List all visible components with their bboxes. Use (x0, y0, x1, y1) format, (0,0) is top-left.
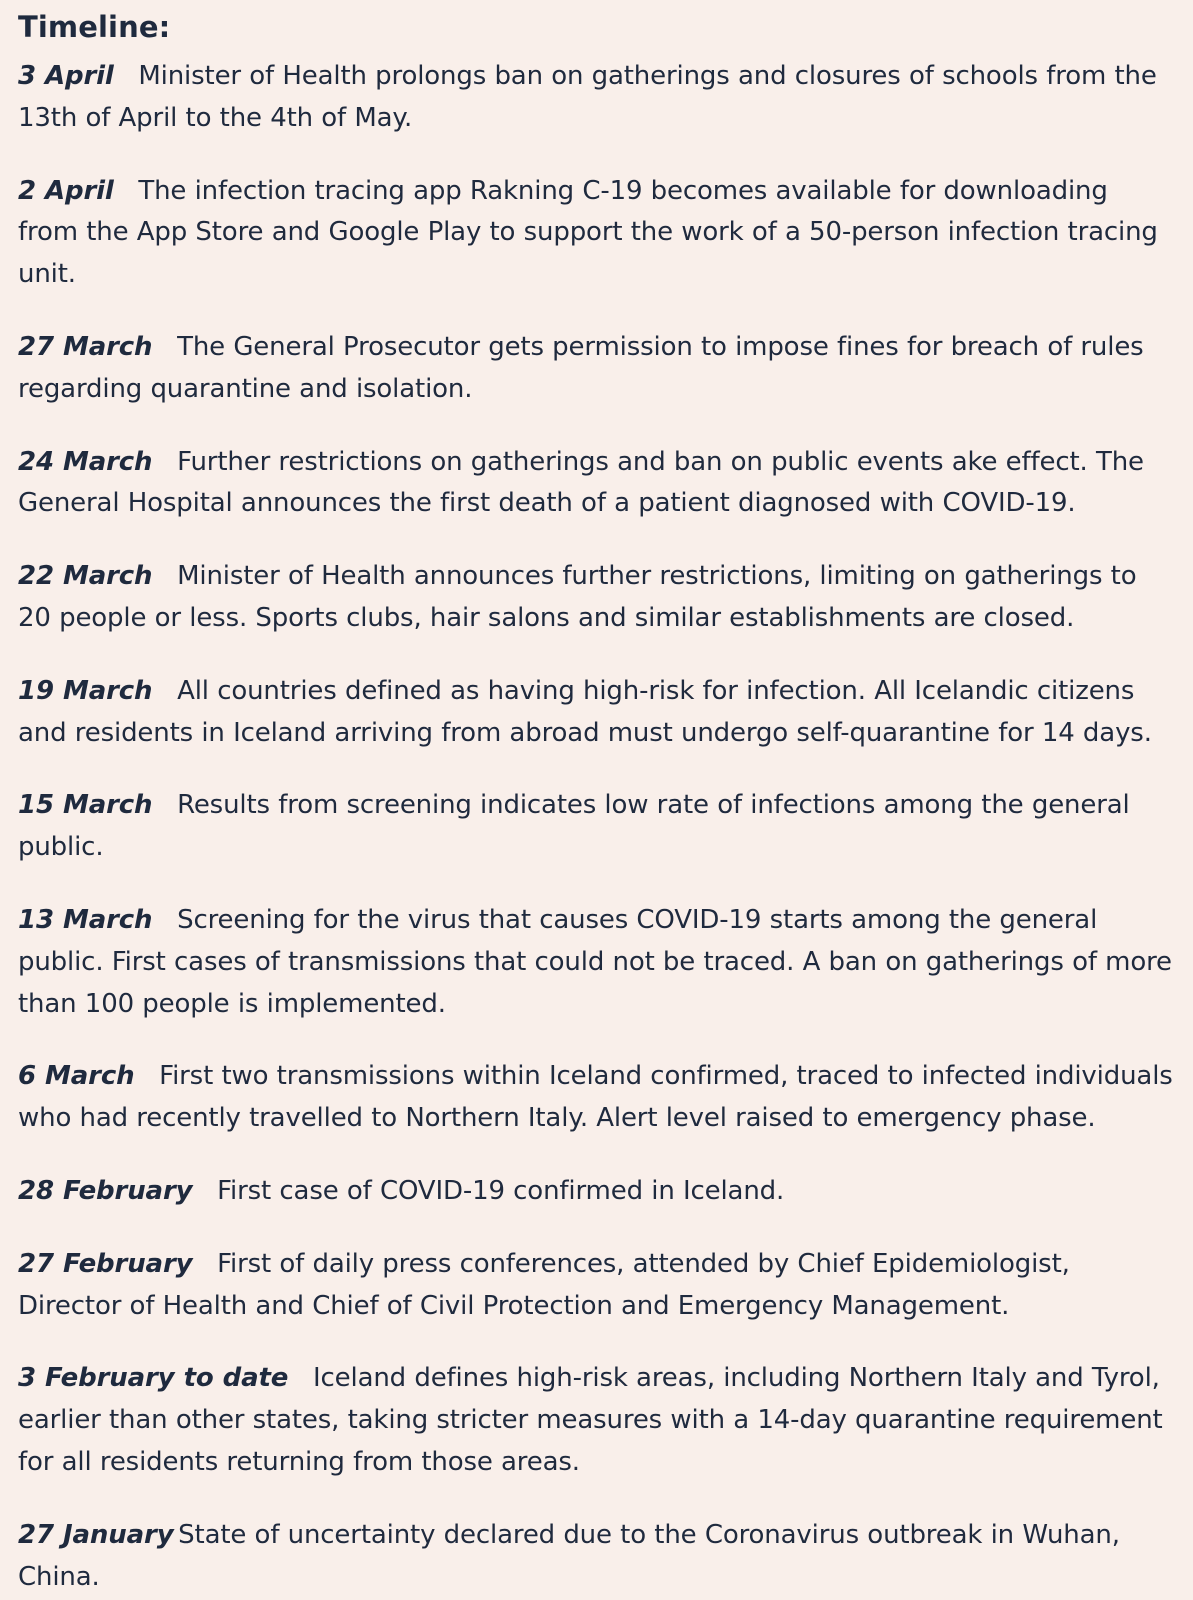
entry-text: State of uncertainty declared due to the Coronavirus outbreak in Wuhan, China. (18, 1519, 1120, 1592)
timeline-entry (18, 1515, 1173, 1599)
timeline-entry (18, 171, 1173, 296)
entry-text: All countries defined as having high-risk for infection. All Icelandic citizens and residents in Iceland arriving from abroad must undergo self-quarantine for 14 days. (18, 675, 1152, 748)
entry-date: 27 February (18, 1248, 193, 1279)
entry-date: 27 January (18, 1519, 174, 1550)
entry-date: 28 February (18, 1175, 193, 1206)
timeline-heading: Timeline: (18, 10, 171, 44)
entry-text: Minister of Health prolongs ban on gatherings and closures of schools from the 13th of April to the 4th of May. (18, 61, 1157, 133)
entry-date: 6 March (18, 1061, 135, 1092)
timeline-entry (18, 327, 1173, 411)
timeline-entry (18, 56, 1173, 140)
entry-text: First of daily press conferences, attended by Chief Epidemiologist, Director of Health and Chief of Civil Protection and Emergency Management. (18, 1248, 1070, 1321)
timeline-entry (18, 1358, 1173, 1483)
entry-date: 15 March (18, 790, 153, 821)
entry-text: First case of COVID-19 confirmed in Iceland. (217, 1175, 785, 1206)
entry-text: Further restrictions on gatherings and ban on public events ake effect. The General Hospital announces the first death of a patient diagnosed with COVID-19. (18, 446, 1144, 519)
timeline-entry (18, 1171, 1173, 1213)
timeline-entry (18, 900, 1173, 1025)
entry-date: 2 April (18, 175, 114, 206)
entry-text: First two transmissions within Iceland confirmed, traced to infected individuals who had recently travelled to Northern Italy. Alert level raised to emergency phase. (18, 1061, 1173, 1134)
entry-text: The infection tracing app Rakning C-19 becomes available for downloading from the App Store and Google Play to support the work of a 50-person infection tracing unit. (18, 175, 1158, 290)
entry-text: The General Prosecutor gets permission to impose fines for breach of rules regarding quarantine and isolation. (18, 331, 1144, 404)
entry-text: Screening for the virus that causes COVID-19 starts among the general public. First cases of transmissions that could not be traced. A ban on gatherings of more than 100 people is implemented. (18, 904, 1172, 1019)
timeline-entry (18, 556, 1173, 640)
entry-date: 3 February to date (18, 1363, 289, 1394)
entry-date: 19 March (18, 675, 153, 706)
entry-date: 24 March (18, 446, 153, 477)
timeline-entry (18, 671, 1173, 755)
entry-date: 27 March (18, 331, 153, 362)
timeline-entry (18, 442, 1173, 526)
timeline-entry (18, 1056, 1173, 1140)
entry-date: 3 April (18, 61, 114, 91)
timeline-entry (18, 1244, 1173, 1328)
entry-text: Iceland defines high-risk areas, including Northern Italy and Tyrol, earlier than other states, taking stricter measures with a 14-day quarantine requirement for all residents returning from those areas. (18, 1363, 1163, 1477)
entry-text: Minister of Health announces further restrictions, limiting on gatherings to 20 people or less. Sports clubs, hair salons and similar establishments are closed. (18, 561, 1137, 633)
timeline-entry (18, 785, 1173, 869)
entry-date: 13 March (18, 904, 153, 935)
entry-date: 22 March (18, 561, 153, 592)
entry-text: Results from screening indicates low rate of infections among the general public. (18, 790, 1130, 863)
